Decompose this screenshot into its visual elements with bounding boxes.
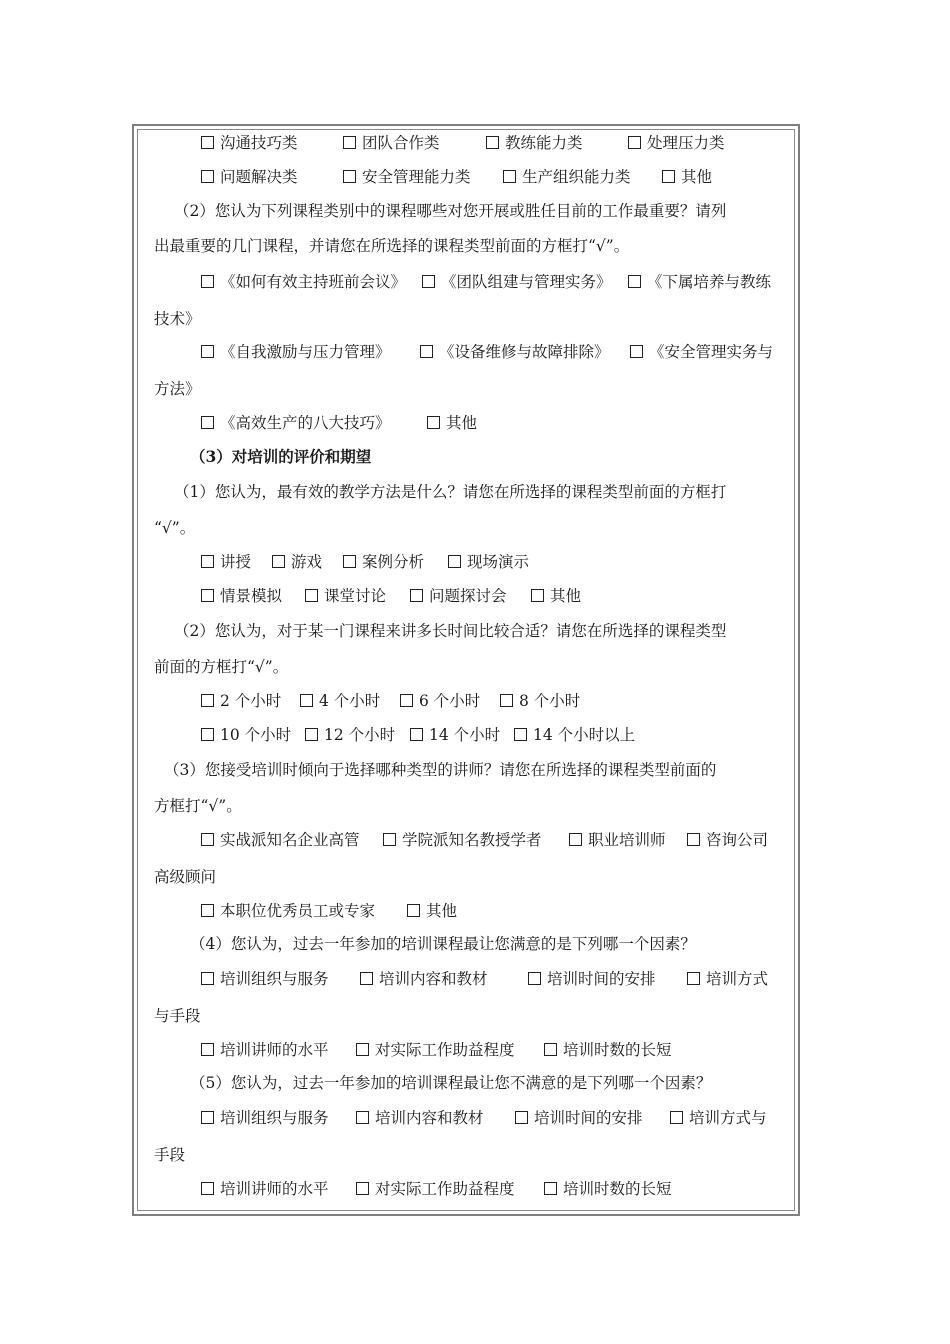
checkbox-icon[interactable] (356, 1182, 369, 1195)
checkbox-icon[interactable] (486, 136, 499, 149)
checkbox-option[interactable]: 案例分析 (343, 552, 424, 572)
checkbox-option[interactable]: 实战派知名企业高管 (201, 830, 360, 850)
checkbox-icon[interactable] (305, 728, 318, 741)
checkbox-option[interactable]: 4 个小时 (300, 691, 380, 711)
checkbox-option[interactable]: 生产组织能力类 (503, 167, 631, 187)
checkbox-icon[interactable] (420, 345, 433, 358)
checkbox-icon[interactable] (305, 589, 318, 602)
checkbox-option[interactable]: 培训时数的长短 (544, 1179, 672, 1199)
checkbox-icon[interactable] (201, 170, 214, 183)
checkbox-option[interactable]: 处理压力类 (628, 133, 725, 153)
checkbox-option[interactable]: 问题解决类 (201, 167, 298, 187)
checkbox-icon[interactable] (528, 972, 541, 985)
checkbox-option[interactable]: 讲授 (201, 552, 251, 572)
checkbox-icon[interactable] (628, 275, 641, 288)
checkbox-option[interactable]: 培训时数的长短 (544, 1040, 672, 1060)
checkbox-option[interactable]: 其他 (427, 413, 477, 433)
checkbox-option[interactable]: 《下属培养与教练 (628, 272, 771, 292)
checkbox-icon[interactable] (343, 170, 356, 183)
checkbox-icon[interactable] (427, 416, 440, 429)
option-wrap-text: 技术》 (154, 310, 201, 328)
question-text: （4）您认为，过去一年参加的培训课程最让您满意的是下列哪一个因素？ (190, 935, 696, 953)
checkbox-icon[interactable] (356, 1043, 369, 1056)
checkbox-icon[interactable] (201, 345, 214, 358)
checkbox-option[interactable]: 培训内容和教材 (356, 1108, 484, 1128)
checkbox-option[interactable]: 《安全管理实务与 (630, 342, 773, 362)
checkbox-option[interactable]: 培训讲师的水平 (201, 1179, 329, 1199)
question-text: 前面的方框打“√”。 (154, 658, 289, 676)
checkbox-icon[interactable] (201, 1111, 214, 1124)
checkbox-icon[interactable] (360, 972, 373, 985)
checkbox-icon[interactable] (201, 1043, 214, 1056)
checkbox-icon[interactable] (544, 1182, 557, 1195)
checkbox-icon[interactable] (670, 1111, 683, 1124)
checkbox-option[interactable]: 安全管理能力类 (343, 167, 471, 187)
question-text: （5）您认为，过去一年参加的培训课程最让您不满意的是下列哪一个因素？ (190, 1074, 712, 1092)
checkbox-icon[interactable] (356, 1111, 369, 1124)
checkbox-option[interactable]: 沟通技巧类 (201, 133, 298, 153)
checkbox-option[interactable]: 对实际工作助益程度 (356, 1040, 515, 1060)
checkbox-icon[interactable] (628, 136, 641, 149)
checkbox-option[interactable]: 职业培训师 (569, 830, 666, 850)
checkbox-option[interactable]: 培训方式 (687, 969, 768, 989)
checkbox-option[interactable]: 其他 (407, 901, 457, 921)
checkbox-icon[interactable] (343, 555, 356, 568)
checkbox-icon[interactable] (500, 694, 513, 707)
checkbox-icon[interactable] (201, 972, 214, 985)
checkbox-option[interactable]: 其他 (531, 586, 581, 606)
checkbox-icon[interactable] (544, 1043, 557, 1056)
checkbox-option[interactable]: 培训内容和教材 (360, 969, 488, 989)
checkbox-option[interactable]: 本职位优秀员工或专家 (201, 901, 375, 921)
checkbox-option[interactable]: 14 个小时以上 (514, 725, 635, 745)
checkbox-option[interactable]: 培训方式与 (670, 1108, 767, 1128)
checkbox-icon[interactable] (201, 1182, 214, 1195)
checkbox-option[interactable]: 游戏 (272, 552, 322, 572)
checkbox-option[interactable]: 《如何有效主持班前会议》 (201, 272, 406, 292)
question-text: （1）您认为，最有效的教学方法是什么？请您在所选择的课程类型前面的方框打 (174, 483, 727, 501)
checkbox-icon[interactable] (383, 833, 396, 846)
question-text: “√”。 (154, 519, 196, 537)
section-title: （3）对培训的评价和期望 (190, 447, 372, 466)
checkbox-icon[interactable] (272, 555, 285, 568)
checkbox-option[interactable]: 情景模拟 (201, 586, 282, 606)
checkbox-icon[interactable] (201, 416, 214, 429)
option-wrap-text: 方法》 (154, 380, 201, 398)
question-text: （2）您认为，对于某一门课程来讲多长时间比较合适？请您在所选择的课程类型 (174, 622, 727, 640)
checkbox-option[interactable]: 培训时间的安排 (528, 969, 656, 989)
checkbox-icon[interactable] (201, 555, 214, 568)
checkbox-icon[interactable] (448, 555, 461, 568)
checkbox-option[interactable]: 培训组织与服务 (201, 969, 329, 989)
checkbox-icon[interactable] (410, 589, 423, 602)
checkbox-option[interactable]: 《高效生产的八大技巧》 (201, 413, 391, 433)
checkbox-icon[interactable] (201, 589, 214, 602)
checkbox-icon[interactable] (201, 694, 214, 707)
checkbox-option[interactable]: 现场演示 (448, 552, 529, 572)
checkbox-option[interactable]: 8 个小时 (500, 691, 580, 711)
checkbox-option[interactable]: 10 个小时 (201, 725, 291, 745)
checkbox-icon[interactable] (662, 170, 675, 183)
question-text: 出最重要的几门课程，并请您在所选择的课程类型前面的方框打“√”。 (154, 237, 630, 255)
checkbox-icon[interactable] (630, 345, 643, 358)
checkbox-option[interactable]: 其他 (662, 167, 712, 187)
checkbox-option[interactable]: 对实际工作助益程度 (356, 1179, 515, 1199)
option-wrap-text: 与手段 (154, 1007, 201, 1025)
checkbox-option[interactable]: 14 个小时 (410, 725, 500, 745)
checkbox-icon[interactable] (410, 728, 423, 741)
option-wrap-text: 手段 (154, 1146, 186, 1164)
checkbox-option[interactable]: 培训讲师的水平 (201, 1040, 329, 1060)
checkbox-option[interactable]: 《团队组建与管理实务》 (422, 272, 612, 292)
checkbox-icon[interactable] (201, 833, 214, 846)
checkbox-icon[interactable] (503, 170, 516, 183)
checkbox-option[interactable]: 《设备维修与故障排除》 (420, 342, 610, 362)
option-wrap-text: 高级顾问 (154, 868, 217, 886)
question-text: （2）您认为下列课程类别中的课程哪些对您开展或胜任目前的工作最重要？请列 (174, 202, 727, 220)
checkbox-icon[interactable] (400, 694, 413, 707)
checkbox-icon[interactable] (687, 972, 700, 985)
checkbox-option[interactable]: 2 个小时 (201, 691, 281, 711)
checkbox-icon[interactable] (201, 728, 214, 741)
checkbox-icon[interactable] (300, 694, 313, 707)
checkbox-option[interactable]: 团队合作类 (343, 133, 440, 153)
checkbox-option[interactable]: 学院派知名教授学者 (383, 830, 542, 850)
checkbox-icon[interactable] (343, 136, 356, 149)
checkbox-icon[interactable] (201, 904, 214, 917)
question-text: 方框打“√”。 (154, 797, 242, 815)
checkbox-icon[interactable] (201, 136, 214, 149)
checkbox-icon[interactable] (407, 904, 420, 917)
checkbox-option[interactable]: 课堂讨论 (305, 586, 386, 606)
checkbox-icon[interactable] (687, 833, 700, 846)
checkbox-icon[interactable] (422, 275, 435, 288)
checkbox-icon[interactable] (515, 1111, 528, 1124)
checkbox-icon[interactable] (531, 589, 544, 602)
checkbox-icon[interactable] (569, 833, 582, 846)
checkbox-option[interactable]: 《自我激励与压力管理》 (201, 342, 391, 362)
checkbox-icon[interactable] (514, 728, 527, 741)
checkbox-option[interactable]: 培训组织与服务 (201, 1108, 329, 1128)
checkbox-option[interactable]: 咨询公司 (687, 830, 768, 850)
checkbox-icon[interactable] (201, 275, 214, 288)
checkbox-option[interactable]: 12 个小时 (305, 725, 395, 745)
question-text: （3）您接受培训时倾向于选择哪种类型的讲师？请您在所选择的课程类型前面的 (164, 761, 717, 779)
checkbox-option[interactable]: 教练能力类 (486, 133, 583, 153)
checkbox-option[interactable]: 培训时间的安排 (515, 1108, 643, 1128)
checkbox-option[interactable]: 问题探讨会 (410, 586, 507, 606)
checkbox-option[interactable]: 6 个小时 (400, 691, 480, 711)
